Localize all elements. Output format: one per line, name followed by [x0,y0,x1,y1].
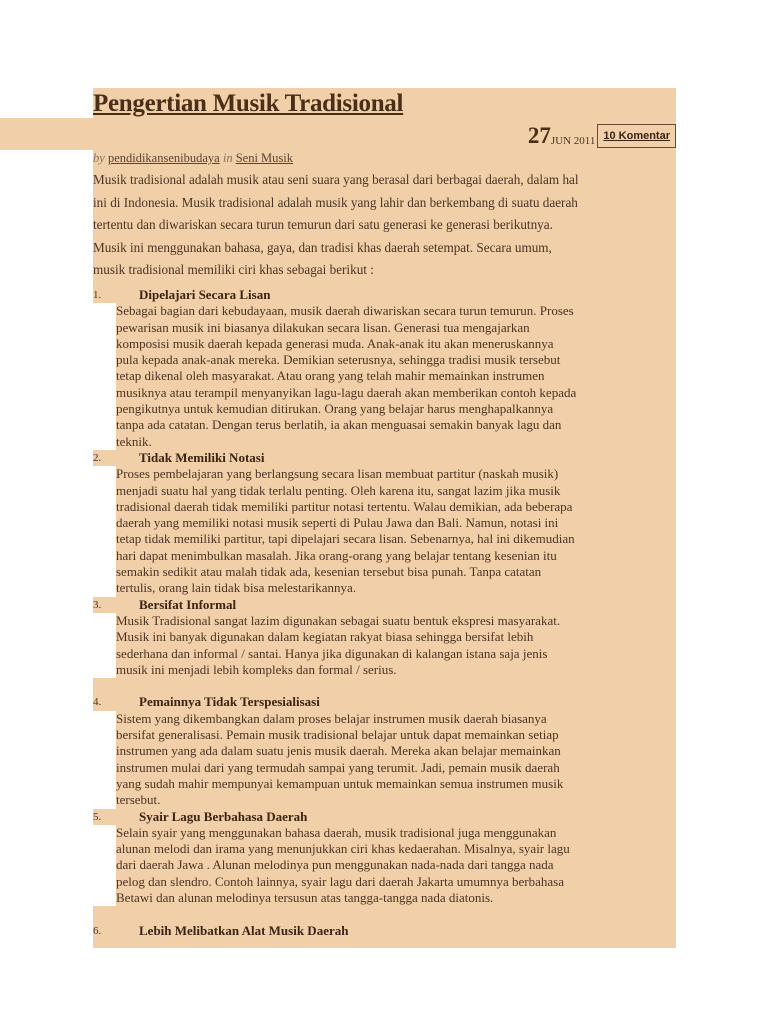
body-line: tetap dikenal oleh masyarakat. Atau orang yang telah mahir memainkan instrumen [116,368,676,384]
list-heading: Pemainnya Tidak Terspesialisasi [139,694,320,710]
list-item [93,809,676,923]
decorative-strip [0,118,93,150]
in-label: in [222,151,233,165]
body-line: Sebagai bagian dari kebudayaan, musik daerah diwariskan secara turun temurun. Proses [116,303,676,319]
body-line: pula kepada anak-anak mereka. Demikian seterusnya, sehingga tradisi musik tersebut [116,352,676,368]
body-line: sederhana dan informal / santai. Hanya jika digunakan di kalangan istana saja jenis [116,646,676,662]
list-number: 4. [93,696,102,709]
body-line: daerah yang memiliki notasi musik seperti di Pulau Jawa dan Bali. Namun, notasi ini [116,515,676,531]
body-line: Betawi dan alunan melodinya tersusun atas tangga-tangga nada diatonis. [116,890,676,906]
intro-line: Musik tradisional adalah musik atau seni suara yang berasal dari berbagai daerah, dalam hal [93,172,579,187]
date-day: 27 [527,123,551,148]
body-line: teknik. [116,434,676,450]
list-heading: Dipelajari Secara Lisan [139,287,271,302]
body-line: pelog dan slendro. Contoh lainnya, syair lagu dari daerah Jakarta umumnya berbahasa [116,874,676,890]
list-number: 3. [93,598,102,611]
body-line: tanpa ada catatan. Dengan terus berlatih, ia akan menguasai semakin banyak lagu dan [116,417,676,433]
body-line: yang sudah mahir mempunyai kemampuan untuk memainkan semua instrumen musik [116,776,676,792]
by-label: by [93,151,105,165]
list-item [93,287,676,450]
intro-paragraph [93,169,676,282]
body-line: musiknya atau terampil menyanyikan lagu-lagu daerah akan memberikan contoh kepada [116,385,676,401]
byline [93,151,293,166]
body-line: tradisional daerah tidak memiliki partitur notasi tertentu. Walau demikian, ada beberapa [116,499,676,515]
blank-line [93,678,676,694]
body-line: menjadi suatu hal yang tidak terlalu penting. Oleh karena itu, sangat lazim jika musik [116,483,676,499]
characteristics-list [93,287,676,948]
comments-button[interactable]: 10 Komentar [597,124,676,148]
list-item [93,597,676,695]
intro-line: musik tradisional memiliki ciri khas sebagai berikut : [93,262,374,277]
list-number: 2. [93,451,102,464]
body-line: instrumen yang ada dalam suatu jenis musik daerah. Mereka akan belajar memainkan [116,743,676,759]
body-line: tetap tidak memiliki partitur, tapi dipelajari secara lisan. Sebenarnya, hal ini dikemudian [116,531,676,547]
list-end-padding [93,939,676,948]
body-line: dari daerah Jawa . Alunan melodinya pun menggunakan nada-nada dari tangga nada [116,857,676,873]
list-heading: Syair Lagu Berbahasa Daerah [139,808,308,824]
list-item-heading-row [93,450,676,466]
list-heading: Lebih Melibatkan Alat Musik Daerah [139,922,349,938]
body-line: tertulis, orang lain tidak bisa melestarikannya. [116,580,676,596]
category-link[interactable]: Seni Musik [235,151,294,165]
body-line: pengikutnya untuk kemudian ditirukan. Orang yang belajar harus menghapalkannya [116,401,676,417]
body-line: komposisi musik daerah kepada generasi muda. Anak-anak itu akan meneruskannya [116,336,676,352]
list-item-heading-row [93,809,676,825]
list-item [93,450,676,597]
body-line: instrumen mulai dari yang termudah sampai yang terumit. Jadi, pemain musik daerah [116,760,676,776]
list-item-heading-row [93,287,676,303]
list-item [93,923,676,939]
post-header [93,88,676,288]
list-heading: Tidak Memiliki Notasi [139,449,265,465]
body-line: bersifat generalisasi. Pemain musik tradisional belajar untuk dapat memainkan setiap [116,727,676,743]
body-line: Selain syair yang menggunakan bahasa daerah, musik tradisional juga menggunakan [116,825,676,841]
list-number: 1. [93,289,102,301]
list-number: 5. [93,810,102,823]
body-line: semakin sedikit atau malah tidak ada, kesenian tersebut bisa punah. Tanpa catatan [116,564,676,580]
body-line: tersebut. [116,792,676,808]
body-line: alunan melodi dan irama yang menunjukkan ciri khas kedaerahan. Misalnya, syair lagu [116,841,676,857]
body-line: Musik Tradisional sangat lazim digunakan sebagai suatu bentuk ekspresi masyarakat. [116,613,676,629]
post-title[interactable]: Pengertian Musik Tradisional [93,90,404,117]
body-line: Sistem yang dikembangkan dalam proses belajar instrumen musik daerah biasanya [116,711,676,727]
author-link[interactable]: pendidikansenibudaya [107,151,220,165]
date-month-year: JUN 2011 [550,135,596,147]
intro-line: Musik ini menggunakan bahasa, gaya, dan tradisi khas daerah setempat. Secara umum, [93,239,552,255]
intro-line: ini di Indonesia. Musik tradisional adalah musik yang lahir dan berkembang di suatu daerah [93,194,578,210]
body-line: hari dapat menimbulkan masalah. Jika orang-orang yang belajar tentang kesenian itu [116,548,676,564]
blank-line [93,906,676,922]
body-line: Musik ini banyak digunakan dalam kegiatan rakyat biasa sehingga bersifat lebih [116,629,676,645]
list-number: 6. [93,924,102,937]
body-line: pewarisan musik ini biasanya dilakukan secara lisan. Generasi tua mengajarkan [116,320,676,336]
body-line: Proses pembelajaran yang berlangsung secara lisan membuat partitur (naskah musik) [116,466,676,482]
intro-line: tertentu dan diwariskan secara turun temurun dari satu generasi ke generasi berikutnya. [93,217,553,232]
list-heading: Bersifat Informal [139,596,237,612]
list-item-heading-row [93,694,676,710]
list-item-heading-row [93,597,676,613]
list-item [93,694,676,808]
body-line: musik ini menjadi lebih kompleks dan formal / serius. [116,662,676,678]
list-item-heading-row [93,923,676,939]
post-date [528,124,676,148]
